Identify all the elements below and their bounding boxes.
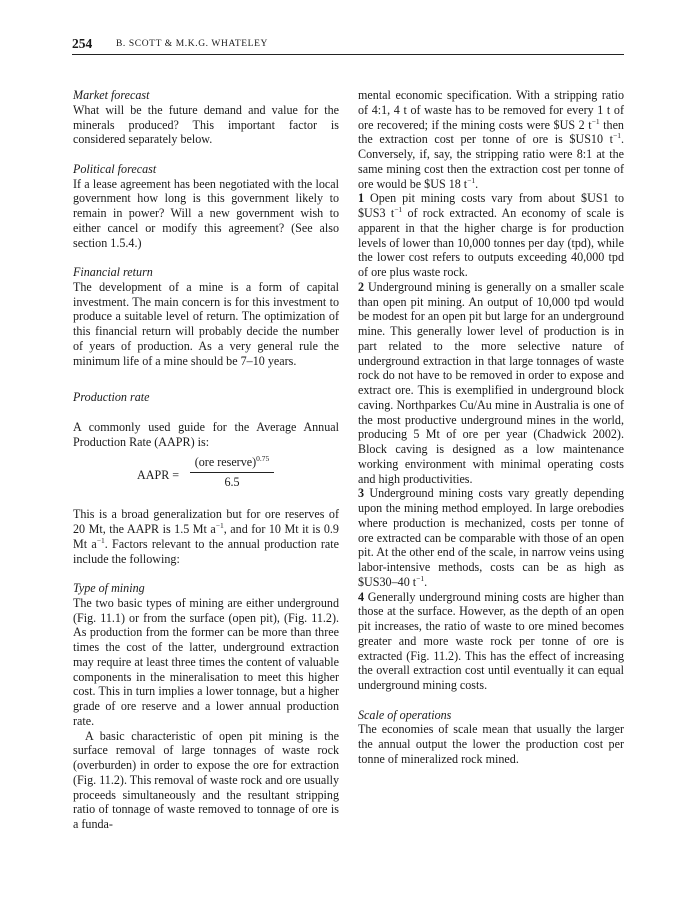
paragraph-aapr-explanation: This is a broad generalization but for ore reserves of 20 Mt, the AAPR is 1.5 Mt $a^{-1}$, and for 10 Mt it is 0.9 Mt $a^{-1}$. Factors relevant to the annual production rate include the following: — [73, 507, 339, 566]
paragraph-market-forecast: What will be the future demand and value for the minerals produced? This important factor is considered separately below. — [73, 102, 339, 147]
formula-exponent: 0.75 — [256, 454, 270, 464]
page-header — [72, 34, 624, 55]
heading-production-rate: Production rate — [73, 390, 150, 405]
paragraph-type-of-mining: The two basic types of mining are either underground (Fig. 11.1) or from the surface (open pit), (Fig. 11.2). As production from the former can be more than three times the cost of the latter, underground extraction may require at least three times the content of valuable components in the mineralisation to meet this higher cost. This in turn implies a lower tonnage, but a higher grade of ore reserve and a lower annual production rate. — [73, 595, 339, 728]
numbered-point-3: 3 Underground mining costs vary greatly depending upon the mining method employed. In large orebodies where production is mechanized, costs per tonne of ore extracted can be comparable with those of an open pit. At the other end of the scale, in narrow veins using labor-intensive methods, costs can be as high as $US30–40 $t^{-1}$. — [358, 486, 624, 589]
aapr-formula — [73, 455, 339, 499]
formula-numerator: (ore reserve)$^{0.75}$ — [190, 455, 274, 473]
paragraph-aapr-intro: A commonly used guide for the Average Annual Production Rate (AAPR) is: — [73, 419, 339, 449]
paragraph-scale-of-operations: The economies of scale mean that usually the larger the annual output the lower the production cost per tonne of mineralized rock mined. — [358, 722, 624, 766]
right-column — [358, 88, 624, 767]
numbered-point-1: 1 Open pit mining costs vary from about $US1 to $US3 $t^{-1}$ of rock extracted. An economy of scale is apparent in that the higher charge is for production levels of lower than 10,000 tonnes per day (tpd), while the lower cost refers to outputs exceeding 40,000 tpd of ore plus waste rock. — [358, 191, 624, 279]
formula-lhs: AAPR = — [137, 468, 180, 483]
paragraph-financial-return: The development of a mine is a form of capital investment. The main concern is for this investment to produce a suitable level of return. The optimization of this financial return will probably decide the number of years of production. As a very general rule the minimum life of a mine should be 7–10 years. — [73, 279, 339, 368]
formula-fraction — [190, 455, 274, 490]
page-number: 254 — [72, 36, 93, 51]
paragraph-open-pit-characteristic: A basic characteristic of open pit mining is the surface removal of large tonnages of waste rock (overburden) in order to expose the ore for extraction (Fig. 11.2). This removal of waste rock and ore usually proceeds simultaneously and the resultant stripping ratio of tonnage of waste removed to tonnage of ore is a funda- — [73, 728, 340, 831]
heading-financial-return: Financial return — [73, 265, 153, 279]
numbered-point-4: 4 Generally underground mining costs are higher than those at the surface. However, as the depth of an open pit increases, the ratio of waste to ore mined becomes greater and more waste rock per tonne of ore is extracted (Fig. 11.2). This has the effect of increasing the overall extraction cost until eventually it can equal underground mining costs. — [358, 589, 624, 692]
heading-market-forecast: Market forecast — [73, 88, 150, 102]
paragraph-stripping-ratio: mental economic specification. With a stripping ratio of 4:1, 4 t of waste has to be removed for every 1 t of ore recovered; if the mining costs were $US 2 $t^{-1}$ then the extraction cost per tonne of ore is $US10 $t^{-1}$. Conversely, if, say, the stripping ratio were 8:1 at the same mining cost then the extraction cost per tonne of ore would be $US 18 $t^{-1}$. — [358, 88, 624, 191]
heading-type-of-mining: Type of mining — [73, 581, 145, 595]
left-column — [73, 88, 339, 832]
numbered-point-2: 2 Underground mining is generally on a smaller scale than open pit mining. An output of 10,000 tpd would be modest for an open pit but large for an underground mine. This generally lower level of production is in part related to the more selective nature of underground extraction in that large tonnages of waste rock do not have to be removed in order to expose and extract ore. This is exemplified in underground block caving. Northparkes Cu/Au mine in Australia is one of the most productive underground mines in the world, producing 5 Mt of ore per year (Chadwick 2002). Block caving is designed as a low maintenance working environment with minimal operating costs and high productivities. — [358, 279, 624, 486]
heading-political-forecast: Political forecast — [73, 161, 157, 176]
paragraph-political-forecast: If a lease agreement has been negotiated with the local government how long is this government likely to remain in power? Will a new government wish to either cancel or modify this agreement? (See also section 1.5.4.) — [73, 176, 339, 250]
running-head: B. SCOTT & M.K.G. WHATELEY — [116, 39, 268, 49]
heading-scale-of-operations: Scale of operations — [358, 707, 452, 722]
formula-denominator: 6.5 — [224, 475, 240, 489]
